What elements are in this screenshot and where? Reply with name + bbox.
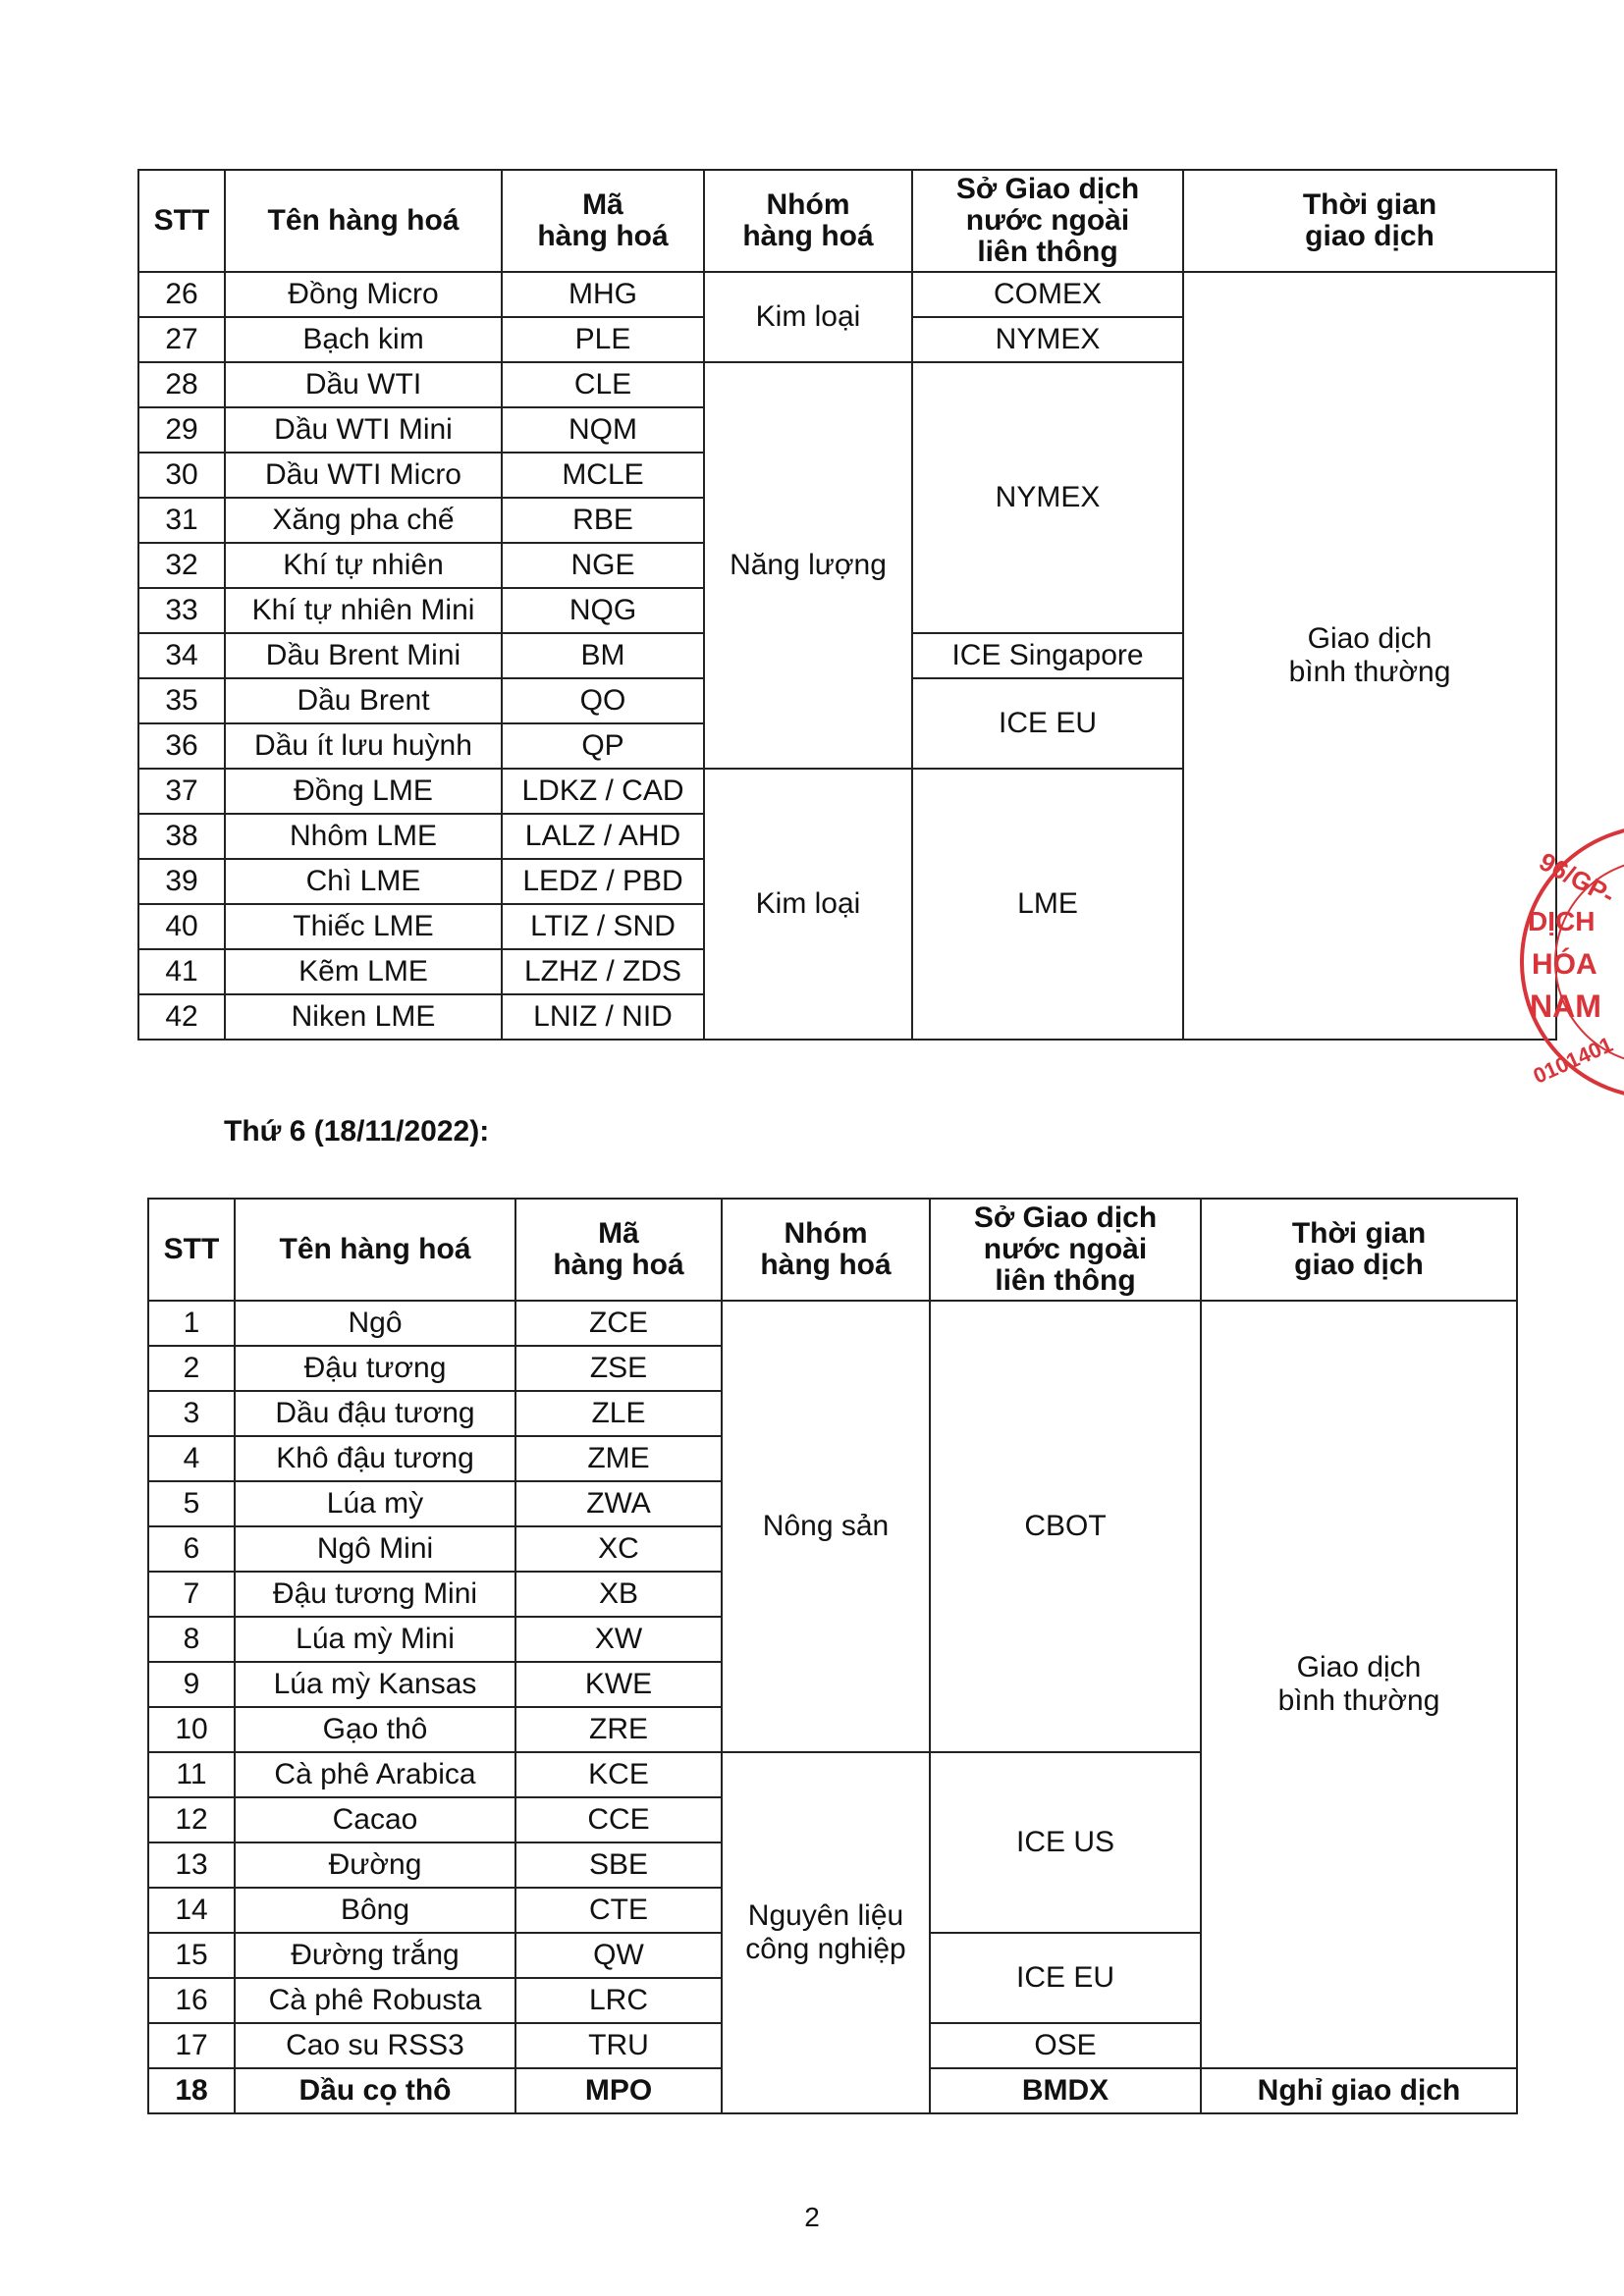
header-name: Tên hàng hoá bbox=[235, 1199, 515, 1301]
header-group: Nhóm hàng hoá bbox=[704, 170, 912, 272]
row-name: Dầu Brent Mini bbox=[225, 633, 502, 678]
group-cell: Nông sản bbox=[722, 1301, 930, 1752]
header-time: Thời gian giao dịch bbox=[1201, 1199, 1517, 1301]
row-stt: 15 bbox=[148, 1933, 235, 1978]
row-stt: 7 bbox=[148, 1572, 235, 1617]
exchange-cell: OSE bbox=[930, 2023, 1201, 2068]
row-code: NGE bbox=[502, 543, 704, 588]
row-name: Đậu tương Mini bbox=[235, 1572, 515, 1617]
row-stt: 2 bbox=[148, 1346, 235, 1391]
page-number: 2 bbox=[804, 2202, 820, 2232]
row-code: LNIZ / NID bbox=[502, 994, 704, 1040]
row-code: SBE bbox=[515, 1842, 722, 1888]
exchange-cell: NYMEX bbox=[912, 362, 1183, 633]
row-name: Khô đậu tương bbox=[235, 1436, 515, 1481]
row-stt: 38 bbox=[138, 814, 225, 859]
row-name: Ngô bbox=[235, 1301, 515, 1346]
exchange-cell: ICE EU bbox=[930, 1933, 1201, 2023]
row-stt: 18 bbox=[148, 2068, 235, 2113]
header-exchange: Sở Giao dịch nước ngoài liên thông bbox=[912, 170, 1183, 272]
row-stt: 41 bbox=[138, 949, 225, 994]
row-code: ZME bbox=[515, 1436, 722, 1481]
row-name: Dầu WTI bbox=[225, 362, 502, 407]
row-stt: 39 bbox=[138, 859, 225, 904]
row-name: Ngô Mini bbox=[235, 1526, 515, 1572]
row-stt: 12 bbox=[148, 1797, 235, 1842]
row-code: ZLE bbox=[515, 1391, 722, 1436]
exchange-cell: BMDX bbox=[930, 2068, 1201, 2113]
time-cell: Giao dịch bình thường bbox=[1183, 272, 1556, 1040]
row-code: LZHZ / ZDS bbox=[502, 949, 704, 994]
row-stt: 27 bbox=[138, 317, 225, 362]
group-cell: Kim loại bbox=[704, 272, 912, 362]
row-code: ZWA bbox=[515, 1481, 722, 1526]
row-code: ZSE bbox=[515, 1346, 722, 1391]
row-name: Dầu WTI Micro bbox=[225, 453, 502, 498]
group-cell: Nguyên liệu công nghiệp bbox=[722, 1752, 930, 2113]
row-stt: 10 bbox=[148, 1707, 235, 1752]
svg-text:NAM: NAM bbox=[1530, 988, 1601, 1024]
time-cell: Nghỉ giao dịch bbox=[1201, 2068, 1517, 2113]
row-stt: 11 bbox=[148, 1752, 235, 1797]
header-exchange: Sở Giao dịch nước ngoài liên thông bbox=[930, 1199, 1201, 1301]
row-name: Kẽm LME bbox=[225, 949, 502, 994]
row-stt: 26 bbox=[138, 272, 225, 317]
exchange-cell: ICE EU bbox=[912, 678, 1183, 769]
row-name: Lúa mỳ Mini bbox=[235, 1617, 515, 1662]
table-row bbox=[148, 1301, 1517, 1346]
row-stt: 16 bbox=[148, 1978, 235, 2023]
row-name: Cà phê Robusta bbox=[235, 1978, 515, 2023]
exchange-cell: CBOT bbox=[930, 1301, 1201, 1752]
header-code: Mã hàng hoá bbox=[515, 1199, 722, 1301]
row-name: Gạo thô bbox=[235, 1707, 515, 1752]
svg-text:0101401: 0101401 bbox=[1529, 1032, 1617, 1089]
row-name: Nhôm LME bbox=[225, 814, 502, 859]
row-code: RBE bbox=[502, 498, 704, 543]
commodity-table-1 bbox=[137, 169, 1557, 1041]
row-name: Đường trắng bbox=[235, 1933, 515, 1978]
row-stt: 3 bbox=[148, 1391, 235, 1436]
row-name: Khí tự nhiên bbox=[225, 543, 502, 588]
row-code: XW bbox=[515, 1617, 722, 1662]
row-stt: 28 bbox=[138, 362, 225, 407]
row-name: Đường bbox=[235, 1842, 515, 1888]
row-stt: 36 bbox=[138, 723, 225, 769]
row-code: QO bbox=[502, 678, 704, 723]
row-name: Đồng Micro bbox=[225, 272, 502, 317]
header-group: Nhóm hàng hoá bbox=[722, 1199, 930, 1301]
row-name: Dầu đậu tương bbox=[235, 1391, 515, 1436]
exchange-cell: NYMEX bbox=[912, 317, 1183, 362]
row-stt: 35 bbox=[138, 678, 225, 723]
row-name: Dầu Brent bbox=[225, 678, 502, 723]
section-heading: Thứ 6 (18/11/2022): bbox=[224, 1115, 490, 1148]
row-code: CLE bbox=[502, 362, 704, 407]
svg-text:HÓA: HÓA bbox=[1532, 948, 1597, 981]
row-stt: 8 bbox=[148, 1617, 235, 1662]
commodity-table-2 bbox=[147, 1198, 1518, 2114]
row-code: CCE bbox=[515, 1797, 722, 1842]
exchange-cell: ICE Singapore bbox=[912, 633, 1183, 678]
row-code: BM bbox=[502, 633, 704, 678]
row-code: NQG bbox=[502, 588, 704, 633]
row-code: ZRE bbox=[515, 1707, 722, 1752]
row-code: MPO bbox=[515, 2068, 722, 2113]
row-stt: 42 bbox=[138, 994, 225, 1040]
exchange-cell: ICE US bbox=[930, 1752, 1201, 1933]
seal-stamp bbox=[1510, 815, 1624, 1109]
row-stt: 40 bbox=[138, 904, 225, 949]
exchange-cell: COMEX bbox=[912, 272, 1183, 317]
row-stt: 6 bbox=[148, 1526, 235, 1572]
row-stt: 32 bbox=[138, 543, 225, 588]
row-stt: 5 bbox=[148, 1481, 235, 1526]
row-name: Lúa mỳ bbox=[235, 1481, 515, 1526]
row-code: MHG bbox=[502, 272, 704, 317]
row-name: Đồng LME bbox=[225, 769, 502, 814]
row-code: LRC bbox=[515, 1978, 722, 2023]
row-name: Bạch kim bbox=[225, 317, 502, 362]
row-name: Dầu ít lưu huỳnh bbox=[225, 723, 502, 769]
row-name: Dầu cọ thô bbox=[235, 2068, 515, 2113]
row-code: PLE bbox=[502, 317, 704, 362]
row-stt: 13 bbox=[148, 1842, 235, 1888]
row-code: XB bbox=[515, 1572, 722, 1617]
header-stt: STT bbox=[138, 170, 225, 272]
row-name: Lúa mỳ Kansas bbox=[235, 1662, 515, 1707]
row-name: Niken LME bbox=[225, 994, 502, 1040]
row-name: Dầu WTI Mini bbox=[225, 407, 502, 453]
row-stt: 34 bbox=[138, 633, 225, 678]
row-code: KWE bbox=[515, 1662, 722, 1707]
row-stt: 33 bbox=[138, 588, 225, 633]
row-stt: 37 bbox=[138, 769, 225, 814]
row-name: Chì LME bbox=[225, 859, 502, 904]
row-stt: 29 bbox=[138, 407, 225, 453]
row-name: Cao su RSS3 bbox=[235, 2023, 515, 2068]
exchange-cell: LME bbox=[912, 769, 1183, 1040]
row-code: QW bbox=[515, 1933, 722, 1978]
row-stt: 4 bbox=[148, 1436, 235, 1481]
header-code: Mã hàng hoá bbox=[502, 170, 704, 272]
row-stt: 31 bbox=[138, 498, 225, 543]
row-name: Xăng pha chế bbox=[225, 498, 502, 543]
row-code: NQM bbox=[502, 407, 704, 453]
row-name: Đậu tương bbox=[235, 1346, 515, 1391]
row-name: Bông bbox=[235, 1888, 515, 1933]
row-code: LEDZ / PBD bbox=[502, 859, 704, 904]
row-code: LTIZ / SND bbox=[502, 904, 704, 949]
row-stt: 30 bbox=[138, 453, 225, 498]
header-stt: STT bbox=[148, 1199, 235, 1301]
row-code: LDKZ / CAD bbox=[502, 769, 704, 814]
row-code: CTE bbox=[515, 1888, 722, 1933]
row-code: QP bbox=[502, 723, 704, 769]
row-name: Cà phê Arabica bbox=[235, 1752, 515, 1797]
row-stt: 1 bbox=[148, 1301, 235, 1346]
table-row bbox=[138, 272, 1556, 317]
row-stt: 9 bbox=[148, 1662, 235, 1707]
group-cell: Năng lượng bbox=[704, 362, 912, 769]
header-name: Tên hàng hoá bbox=[225, 170, 502, 272]
row-code: MCLE bbox=[502, 453, 704, 498]
row-code: LALZ / AHD bbox=[502, 814, 704, 859]
row-code: XC bbox=[515, 1526, 722, 1572]
row-code: TRU bbox=[515, 2023, 722, 2068]
row-code: ZCE bbox=[515, 1301, 722, 1346]
svg-text:DỊCH: DỊCH bbox=[1528, 906, 1596, 936]
svg-text:96/GP-: 96/GP- bbox=[1534, 846, 1620, 911]
row-stt: 14 bbox=[148, 1888, 235, 1933]
row-name: Thiếc LME bbox=[225, 904, 502, 949]
row-code: KCE bbox=[515, 1752, 722, 1797]
row-stt: 17 bbox=[148, 2023, 235, 2068]
header-time: Thời gian giao dịch bbox=[1183, 170, 1556, 272]
group-cell: Kim loại bbox=[704, 769, 912, 1040]
row-name: Khí tự nhiên Mini bbox=[225, 588, 502, 633]
time-cell: Giao dịch bình thường bbox=[1201, 1301, 1517, 2068]
row-name: Cacao bbox=[235, 1797, 515, 1842]
